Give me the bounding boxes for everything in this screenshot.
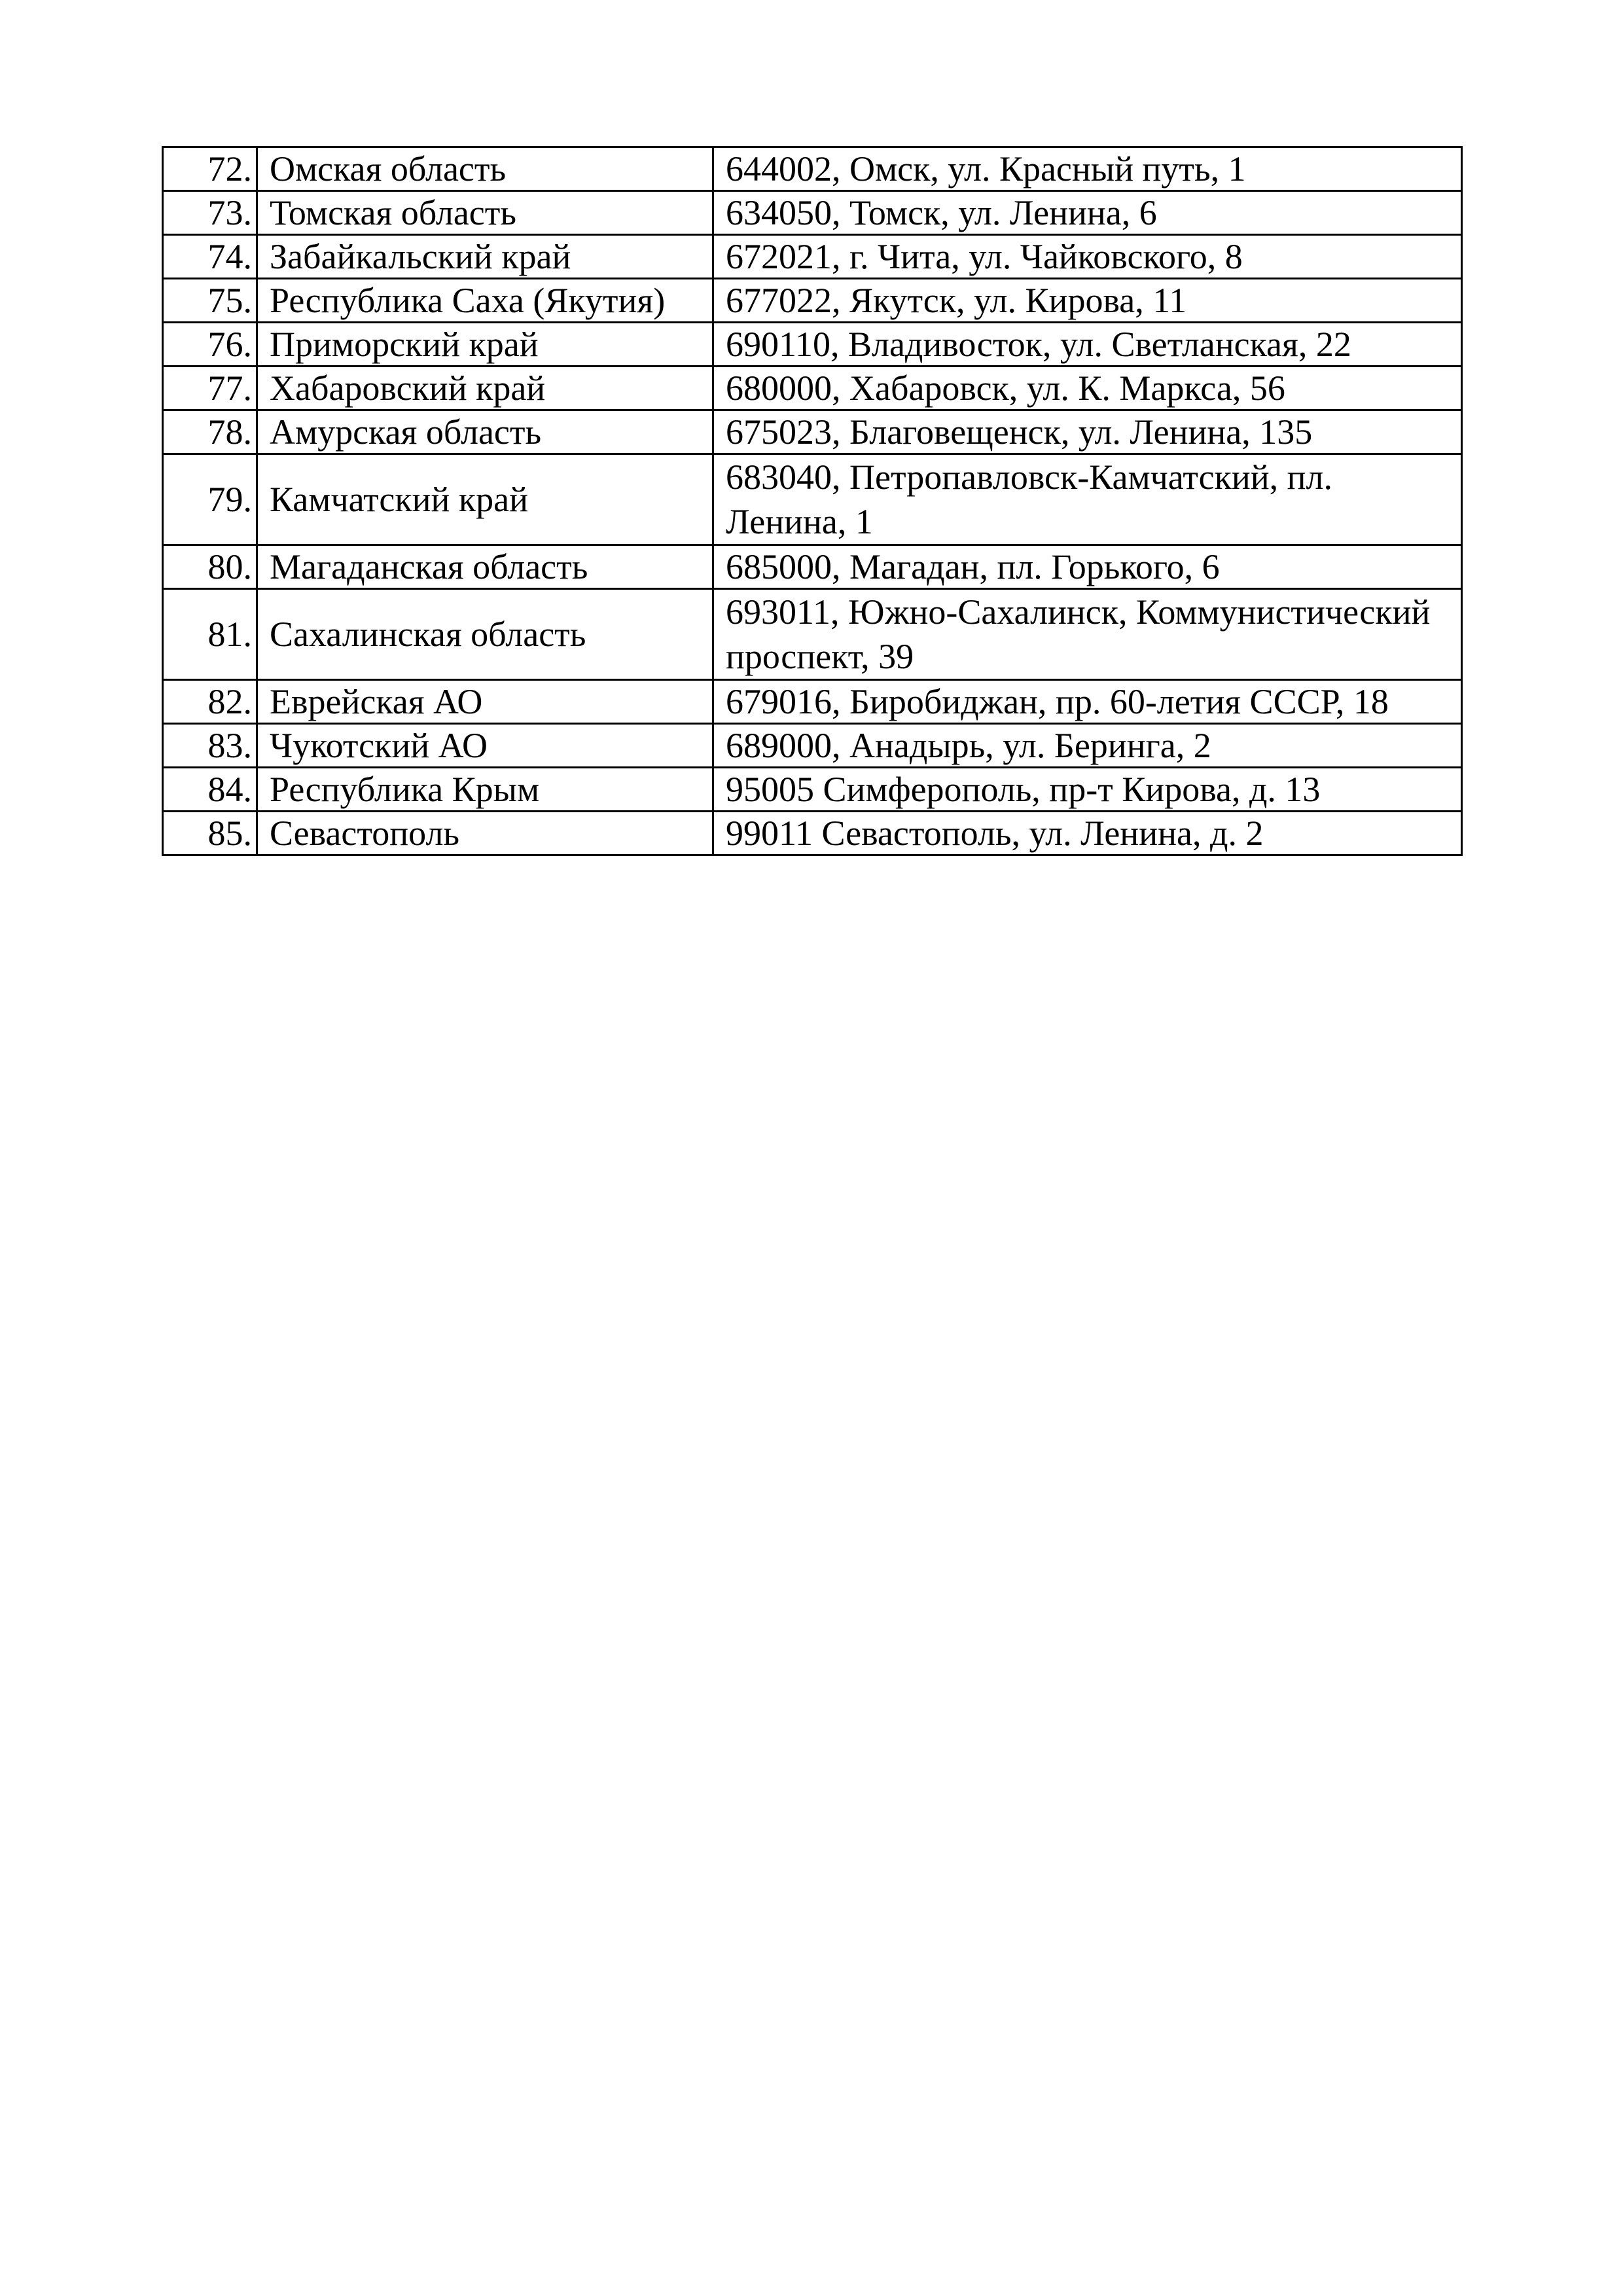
table-row [163, 279, 1462, 323]
table-row [163, 323, 1462, 367]
row-number: 77. [163, 367, 257, 410]
region-address: 634050, Томск, ул. Ленина, 6 [713, 191, 1462, 235]
region-name: Камчатский край [257, 454, 713, 545]
row-number: 78. [163, 410, 257, 454]
region-name: Сахалинская область [257, 589, 713, 680]
region-name: Томская область [257, 191, 713, 235]
row-number: 81. [163, 589, 257, 680]
row-number: 84. [163, 768, 257, 812]
region-name: Еврейская АО [257, 680, 713, 724]
address-table-body [163, 147, 1462, 855]
region-name: Амурская область [257, 410, 713, 454]
table-row [163, 367, 1462, 410]
row-number: 74. [163, 235, 257, 279]
row-number: 73. [163, 191, 257, 235]
row-number: 76. [163, 323, 257, 367]
region-address: 95005 Симферополь, пр-т Кирова, д. 13 [713, 768, 1462, 812]
region-name: Севастополь [257, 812, 713, 855]
address-table [162, 146, 1463, 856]
row-number: 83. [163, 724, 257, 768]
table-row [163, 724, 1462, 768]
region-address: 677022, Якутск, ул. Кирова, 11 [713, 279, 1462, 323]
region-name: Чукотский АО [257, 724, 713, 768]
region-name: Омская область [257, 147, 713, 191]
region-name: Забайкальский край [257, 235, 713, 279]
table-row [163, 147, 1462, 191]
table-row [163, 235, 1462, 279]
region-address: 672021, г. Чита, ул. Чайковского, 8 [713, 235, 1462, 279]
table-row [163, 589, 1462, 680]
region-address: 680000, Хабаровск, ул. К. Маркса, 56 [713, 367, 1462, 410]
region-name: Республика Саха (Якутия) [257, 279, 713, 323]
row-number: 75. [163, 279, 257, 323]
region-address: 644002, Омск, ул. Красный путь, 1 [713, 147, 1462, 191]
region-address: 683040, Петропавловск-Камчатский, пл. Ленина, 1 [713, 454, 1462, 545]
region-address: 689000, Анадырь, ул. Беринга, 2 [713, 724, 1462, 768]
region-name: Приморский край [257, 323, 713, 367]
region-address: 679016, Биробиджан, пр. 60-летия СССР, 18 [713, 680, 1462, 724]
table-row [163, 680, 1462, 724]
table-row [163, 812, 1462, 855]
region-address: 690110, Владивосток, ул. Светланская, 22 [713, 323, 1462, 367]
row-number: 80. [163, 545, 257, 589]
table-row [163, 410, 1462, 454]
region-address: 693011, Южно-Сахалинск, Коммунистический проспект, 39 [713, 589, 1462, 680]
region-name: Хабаровский край [257, 367, 713, 410]
region-address: 99011 Севастополь, ул. Ленина, д. 2 [713, 812, 1462, 855]
region-address: 685000, Магадан, пл. Горького, 6 [713, 545, 1462, 589]
region-name: Республика Крым [257, 768, 713, 812]
table-row [163, 191, 1462, 235]
row-number: 85. [163, 812, 257, 855]
row-number: 82. [163, 680, 257, 724]
table-row [163, 454, 1462, 545]
row-number: 79. [163, 454, 257, 545]
region-name: Магаданская область [257, 545, 713, 589]
table-row [163, 545, 1462, 589]
region-address: 675023, Благовещенск, ул. Ленина, 135 [713, 410, 1462, 454]
row-number: 72. [163, 147, 257, 191]
table-row [163, 768, 1462, 812]
